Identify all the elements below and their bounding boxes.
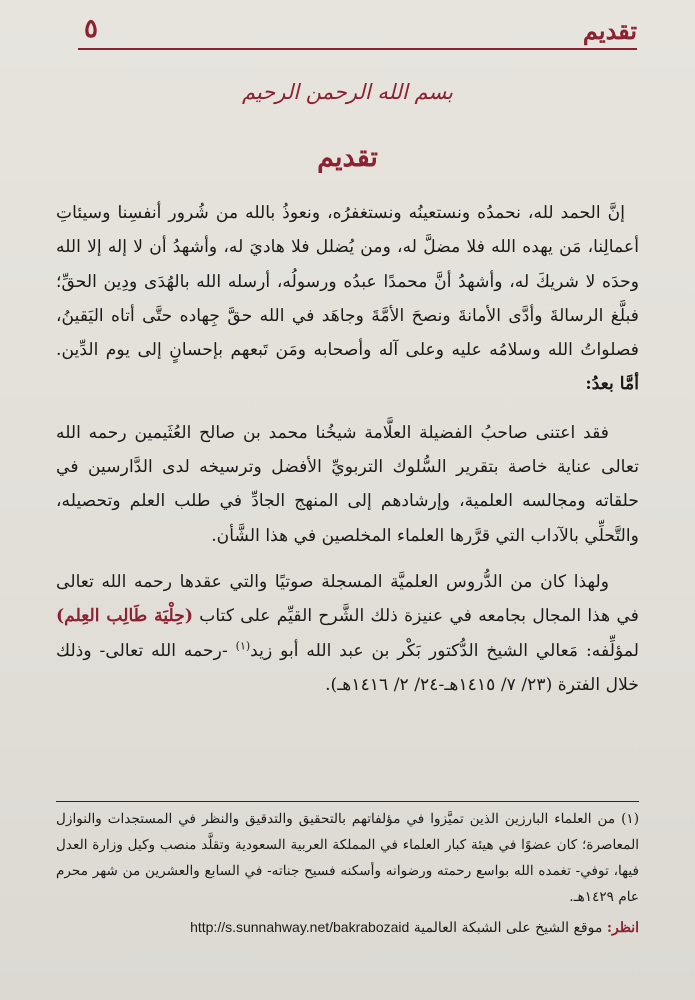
footnote-text: (١) من العلماء البارزين الذين تميَّزوا في مؤلفاتهم بالتحقيق والتدقيق والنظر في المستجدات والنوازل المعاصرة؛ كان عضوًا في هيئة كبار العلماء في المملكة العربية السعودية وتقلَّد منصب وكيل وزارة العدل فيها، توفي- تغمده الله بواسع رحمته ورضوانه وأسكنه فسيح جناته- في السابع والعشرين من شهر محرم عام ١٤٢٩هـ. [56, 811, 639, 905]
author-text: لمؤلِّفه: مَعالي الشيخ الدُّكتور بَكْر بن عبد الله أبو زيد [250, 640, 639, 661]
book-title: (حِلْيَة طَالِب العِلم) [56, 606, 193, 627]
running-header [78, 14, 637, 48]
see-also-label: انظر: [606, 920, 639, 936]
footnote-marker[interactable]: (١) [235, 638, 251, 652]
basmala: بسم الله الرحمن الرحيم [241, 80, 454, 104]
paragraph-lessons-intro: ولهذا كان من الدُّروس العلميَّة المسجلة صوتيًا والتي عقدها رحمه الله تعالى في هذا المجال بجامعه في عنيزة ذلك الشَّرح القيِّم على كتاب [56, 571, 639, 627]
paragraph-lessons [56, 565, 639, 702]
amma-baad-heading: أمَّا بعدُ: [585, 374, 639, 395]
footnote [56, 806, 639, 910]
paragraph-opening-text: إنَّ الحمد لله، نحمدُه ونستعينُه ونستغفرُه، ونعوذُ بالله من شُرور أنفسِنا وسيئاتِ أعمالِنا، مَن يهده الله فلا مضلَّ له، ومن يُضلل فلا هاديَ له، وأشهدُ أن لا إله إلا الله وحدَه لا شريكَ له، وأشهدُ أنَّ محمدًا عبدُه ورسولُه، أرسله الله بالهُدَى ودِين الحقِّ؛ فبلَّغ الرسالةَ وأدَّى الأمانةَ ونصحَ الأمَّةَ وجاهَد في الله حقَّ جِهاده حتَّى أتاه اليَقينُ، فصلواتُ الله وسلامُه عليه وعلى آله وأصحابه ومَن تَبعهم بإحسانٍ إلى يوم الدِّين. [56, 203, 639, 361]
see-also-line [56, 915, 639, 940]
page-title: تقديم [317, 142, 378, 173]
running-title: تقديم [582, 16, 637, 45]
see-also-text: موقع الشيخ على الشبكة العالمية [413, 920, 603, 936]
body-text [56, 196, 639, 702]
paragraph-shaykh: فقد اعتنى صاحبُ الفضيلة العلَّامة شيخُنا محمد بن صالح العُثَيمين رحمه الله تعالى عناية خاصة بتقرير السُّلوك التربويِّ الأفضل وترسيخه لدى الدَّارسين في حلقاته ومجالسه العلمية، وإرشادهم إلى المنهج الجادِّ في طلب العلم وتحصيله، والتَّحلِّي بالآداب التي قرَّرها العلماء المخلصين في هذا الشَّأن. [56, 422, 639, 546]
page-number: ٥ [84, 14, 98, 44]
website-link[interactable]: http://s.sunnahway.net/bakrabozaid [190, 919, 410, 935]
footnote-divider [56, 801, 639, 802]
header-divider [78, 48, 637, 50]
period-text: -رحمه الله تعالى- وذلك خلال الفترة (٢٣/ ٧/ ١٤١٥هـ-٢٤/ ٢/ ١٤١٦هـ). [56, 640, 639, 695]
paragraph-opening [56, 196, 639, 402]
